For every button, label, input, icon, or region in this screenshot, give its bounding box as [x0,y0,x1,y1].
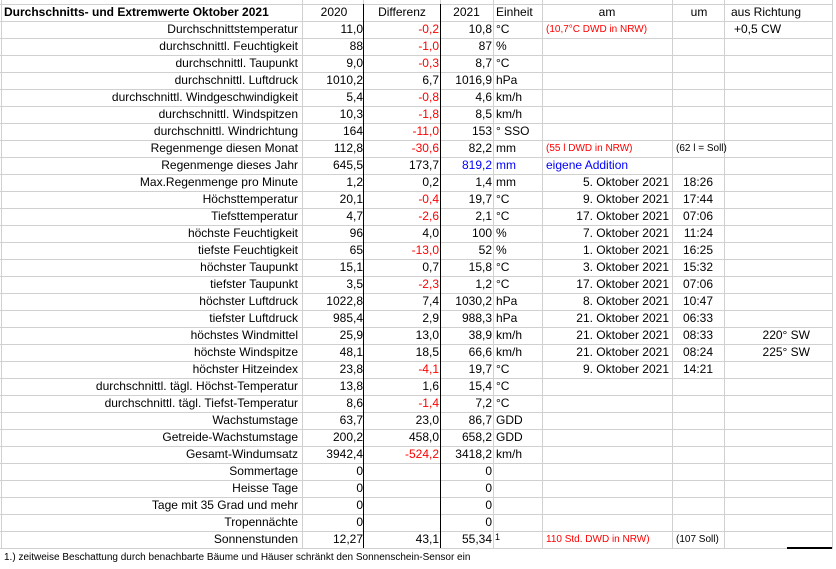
value-diff [364,514,439,531]
value-2020: 3942,4 [326,447,363,461]
unit: ° SSO [496,124,530,138]
direction [740,429,810,446]
direction [740,378,810,395]
time-um [673,38,713,55]
row-label: durchschnittl. Taupunkt [175,56,298,70]
table-row [0,123,836,140]
value-2021: 0 [485,515,492,529]
value-2020: 1022,8 [326,294,363,308]
date-am: 5. Oktober 2021 [582,175,669,189]
value-diff: -13,0 [411,243,439,257]
row-label: Heisse Tage [232,481,298,495]
time-um [673,446,713,463]
row-label: durchschnittl. Luftdruck [174,73,298,87]
time-um [673,378,713,395]
value-diff: 2,9 [422,311,439,325]
table-row [0,378,836,395]
value-2021: 8,7 [475,56,492,70]
direction [740,89,810,106]
unit: % [496,39,507,53]
time-um: 18:26 [682,175,713,189]
date-am [542,123,669,140]
table-row [0,497,836,514]
header-differenz: Differenz [378,5,426,19]
header-aus-richtung: aus Richtung [730,5,802,19]
row-label: Regenmenge dieses Jahr [161,158,298,172]
value-2021: 0 [485,481,492,495]
value-diff [364,463,439,480]
row-label: durchschnittl. Windrichtung [153,124,298,138]
value-2020: 48,1 [339,345,363,359]
direction [740,446,810,463]
time-um: 07:06 [682,277,713,291]
value-diff: 43,1 [415,532,439,546]
value-2021: 2,1 [475,209,492,223]
time-um: 15:32 [682,260,713,274]
value-2020: 8,6 [346,396,363,410]
value-2021: 15,8 [468,260,492,274]
unit: % [496,243,507,257]
value-2021: 38,9 [468,328,492,342]
table-row [0,344,836,361]
value-2020: 1,2 [346,175,363,189]
value-diff: 0,7 [422,260,439,274]
row-label: höchste Windspitze [193,345,298,359]
unit: °C [496,22,510,36]
table-row [0,276,836,293]
value-2020: 0 [356,498,363,512]
unit: % [496,226,507,240]
row-label: Tiefsttemperatur [211,209,298,223]
unit: hPa [496,311,518,325]
date-am [542,497,669,514]
time-um: 10:47 [682,294,713,308]
time-um [673,395,713,412]
value-2020: 13,8 [339,379,363,393]
value-diff: -1,0 [418,39,439,53]
value-diff: 458,0 [408,430,439,444]
time-um [673,55,713,72]
value-diff: -2,6 [418,209,439,223]
value-diff: 6,7 [422,73,439,87]
direction: 220° SW [762,328,810,342]
direction [740,293,810,310]
unit [496,497,542,514]
value-2020: 12,27 [332,532,363,546]
value-2020: 1010,2 [326,73,363,87]
time-um: 17:44 [682,192,713,206]
direction [740,480,810,497]
value-diff: -1,8 [418,107,439,121]
value-2020: 0 [356,515,363,529]
header-2021: 2021 [453,5,480,19]
date-am [542,514,669,531]
value-2021: 55,34 [461,532,492,546]
date-am: (55 l DWD in NRW) [546,143,633,154]
row-label: tiefste Feuchtigkeit [197,243,298,257]
value-2020: 63,7 [339,413,363,427]
direction [740,463,810,480]
value-diff: -11,0 [412,124,439,138]
direction [740,191,810,208]
direction [740,514,810,531]
value-2020: 164 [342,124,363,138]
unit-footnote-ref: 1 [495,532,501,542]
unit: °C [496,362,510,376]
table-row [0,531,836,548]
value-2020: 3,5 [346,277,363,291]
unit: GDD [496,430,523,444]
value-2021: 15,4 [468,379,492,393]
unit: °C [496,192,510,206]
date-am: 9. Oktober 2021 [582,192,669,206]
time-um [673,412,713,429]
value-2021: 10,8 [468,22,492,36]
value-2021: 1,2 [475,277,492,291]
date-am [542,89,669,106]
value-diff: 4,0 [422,226,439,240]
value-2021: 19,7 [468,192,492,206]
date-am [542,463,669,480]
date-am: eigene Addition [546,158,629,172]
header-2020: 2020 [320,5,348,19]
time-um: (107 Soll) [676,534,719,545]
value-diff: -0,2 [418,22,439,36]
value-2021: 4,6 [475,90,492,104]
value-2021: 8,5 [475,107,492,121]
table-row [0,21,836,38]
date-am: 3. Oktober 2021 [582,260,669,274]
value-diff: 1,6 [422,379,439,393]
value-diff [364,480,439,497]
value-2020: 200,2 [332,430,363,444]
table-row [0,514,836,531]
time-um: 07:06 [682,209,713,223]
value-2020: 23,8 [339,362,363,376]
date-am: 17. Oktober 2021 [576,209,669,223]
direction [740,361,810,378]
value-2020: 645,5 [332,158,363,172]
time-um [673,463,713,480]
unit: hPa [496,73,518,87]
table-row [0,106,836,123]
value-2021: 988,3 [461,311,492,325]
value-diff: 173,7 [408,158,439,172]
header-einheit: Einheit [496,5,533,19]
unit: mm [496,175,516,189]
direction [740,72,810,89]
direction [740,497,810,514]
value-2021: 1016,9 [455,73,492,87]
value-diff: -524,2 [404,447,439,461]
unit [496,514,542,531]
header-row [0,4,836,21]
value-2020: 11,0 [340,22,363,36]
table-row [0,293,836,310]
table-row [0,225,836,242]
value-diff: 13,0 [415,328,439,342]
row-label: durchschnittl. Feuchtigkeit [159,39,298,53]
date-am [542,378,669,395]
direction [740,55,810,72]
date-am: 8. Oktober 2021 [582,294,669,308]
row-label: höchster Luftdruck [199,294,298,308]
table-row [0,395,836,412]
value-diff: -0,8 [418,90,439,104]
date-am: 7. Oktober 2021 [582,226,669,240]
value-2021: 100 [471,226,492,240]
value-2020: 20,1 [339,192,363,206]
date-am [542,446,669,463]
time-um: 08:33 [682,328,713,342]
time-um [673,480,713,497]
time-um: 14:21 [682,362,713,376]
value-2021: 3418,2 [455,447,492,461]
row-label: Höchsttemperatur [202,192,298,206]
unit: GDD [496,413,523,427]
value-2020: 9,0 [346,56,363,70]
row-label: Gesamt-Windumsatz [185,447,298,461]
value-diff: 0,2 [422,175,439,189]
direction [740,310,810,327]
date-am: 21. Oktober 2021 [576,328,669,342]
table-row [0,327,836,344]
value-diff: -2,3 [418,277,439,291]
table-row [0,38,836,55]
value-diff: 18,5 [415,345,439,359]
value-2020: 65 [349,243,363,257]
row-label: Getreide-Wachstumstage [162,430,298,444]
value-diff: -1,4 [418,396,439,410]
date-am [542,429,669,446]
row-label: Sommertage [229,464,298,478]
value-diff: -0,3 [418,56,439,70]
value-diff: -30,6 [411,141,439,155]
table-row [0,174,836,191]
unit: mm [496,158,516,172]
value-diff: 7,4 [422,294,439,308]
date-am: 17. Oktober 2021 [576,277,669,291]
unit: °C [496,396,510,410]
row-label: tiefster Taupunkt [210,277,298,291]
row-label: durchschnittl. tägl. Höchst-Temperatur [95,379,298,393]
time-um [673,89,713,106]
unit: °C [496,56,510,70]
value-diff: 23,0 [415,413,439,427]
row-label: Max.Regenmenge pro Minute [139,175,298,189]
table-row [0,191,836,208]
value-2021: 87 [478,39,492,53]
value-2021: 82,2 [468,141,492,155]
value-2020: 88 [349,39,363,53]
direction [740,174,810,191]
value-2020: 5,4 [346,90,363,104]
direction [740,259,810,276]
table-row [0,157,836,174]
date-am: (10,7°C DWD in NRW) [546,24,648,35]
direction [740,140,810,157]
time-um: 11:24 [683,226,713,240]
direction [740,276,810,293]
time-um: 16:25 [682,243,713,257]
row-label: durchschnittl. tägl. Tiefst-Temperatur [104,396,298,410]
date-am [542,55,669,72]
value-2021: 0 [485,464,492,478]
date-am [542,395,669,412]
value-diff: -0,4 [418,192,439,206]
value-2020: 4,7 [346,209,363,223]
date-am: 21. Oktober 2021 [576,345,669,359]
time-um [673,123,713,140]
value-2020: 15,1 [339,260,363,274]
date-am: 9. Oktober 2021 [582,362,669,376]
value-2021: 7,2 [475,396,492,410]
value-diff [364,497,439,514]
unit: mm [496,141,516,155]
row-label: höchste Feuchtigkeit [187,226,298,240]
value-2020: 10,3 [339,107,363,121]
value-2021: 658,2 [461,430,492,444]
value-2021: 66,6 [468,345,492,359]
value-2020: 112,8 [333,141,363,155]
direction [740,395,810,412]
table-row [0,361,836,378]
table-row [0,208,836,225]
value-2021: 153 [471,124,492,138]
table-row [0,463,836,480]
unit: km/h [496,447,523,461]
direction [740,242,810,259]
value-2020: 96 [349,226,363,240]
value-diff: -4,1 [418,362,439,376]
row-label: Tage mit 35 Grad und mehr [151,498,298,512]
table-row [0,242,836,259]
row-label: höchster Taupunkt [200,260,298,274]
direction [740,38,810,55]
header-am: am [598,5,616,19]
table-title: Durchschnitts- und Extremwerte Oktober 2021 [4,5,269,19]
header-um: um [690,5,708,19]
unit: °C [496,379,510,393]
value-2021: 1,4 [475,175,492,189]
time-um [673,21,713,38]
unit: km/h [496,345,523,359]
direction [740,123,810,140]
unit: hPa [496,294,518,308]
table-row [0,259,836,276]
row-label: höchstes Windmittel [190,328,298,342]
date-am [542,412,669,429]
time-um: (62 l = Soll) [676,143,727,154]
date-am [542,38,669,55]
unit [496,463,542,480]
time-um [673,497,713,514]
direction [740,225,810,242]
table-row [0,310,836,327]
row-label: Wachstumstage [212,413,298,427]
unit: km/h [496,90,523,104]
unit: °C [496,277,510,291]
unit: km/h [496,107,523,121]
footnote-row [0,549,836,566]
direction [740,531,810,548]
row-label: Durchschnittstemperatur [167,22,298,36]
value-2021: 86,7 [468,413,492,427]
table-row [0,89,836,106]
unit [496,480,542,497]
row-label: Sonnenstunden [213,532,298,546]
table-row [0,55,836,72]
value-2021: 19,7 [468,362,492,376]
row-label: höchster Hitzeindex [192,362,298,376]
table-row [0,446,836,463]
date-am [542,72,669,89]
unit: °C [496,209,510,223]
date-am [542,480,669,497]
direction [740,412,810,429]
row-label: durchschnittl. Windgeschwindigkeit [111,90,298,104]
row-label: tiefster Luftdruck [209,311,298,325]
unit: km/h [496,328,523,342]
direction: +0,5 CW [734,22,782,36]
time-um [673,106,713,123]
table-row [0,72,836,89]
time-um [673,157,713,174]
value-2021: 0 [485,498,492,512]
table-row [0,480,836,497]
date-am [542,106,669,123]
value-2021: 1030,2 [455,294,492,308]
row-label: Tropennächte [224,515,298,529]
row-label: durchschnittl. Windspitzen [158,107,298,121]
value-2021: 819,2 [461,158,492,172]
date-am: 110 Std. DWD in NRW) [546,534,650,545]
table-row [0,140,836,157]
value-2020: 985,4 [332,311,363,325]
direction [740,208,810,225]
table-row [0,412,836,429]
time-um: 06:33 [682,311,713,325]
footnote: 1.) zeitweise Beschattung durch benachbarte Bäume und Häuser schränkt den Sonnenschein-Sensor ein [4,552,471,563]
time-um: 08:24 [682,345,713,359]
unit: °C [496,260,510,274]
direction [740,157,810,174]
date-am: 1. Oktober 2021 [582,243,669,257]
value-2020: 25,9 [339,328,363,342]
time-um [673,429,713,446]
value-2020: 0 [356,464,363,478]
date-am: 21. Oktober 2021 [576,311,669,325]
time-um [673,514,713,531]
table-row [0,429,836,446]
direction [740,106,810,123]
value-2020: 0 [356,481,363,495]
row-label: Regenmenge diesen Monat [150,141,298,155]
direction: 225° SW [762,345,810,359]
time-um [673,72,713,89]
value-2021: 52 [478,243,492,257]
